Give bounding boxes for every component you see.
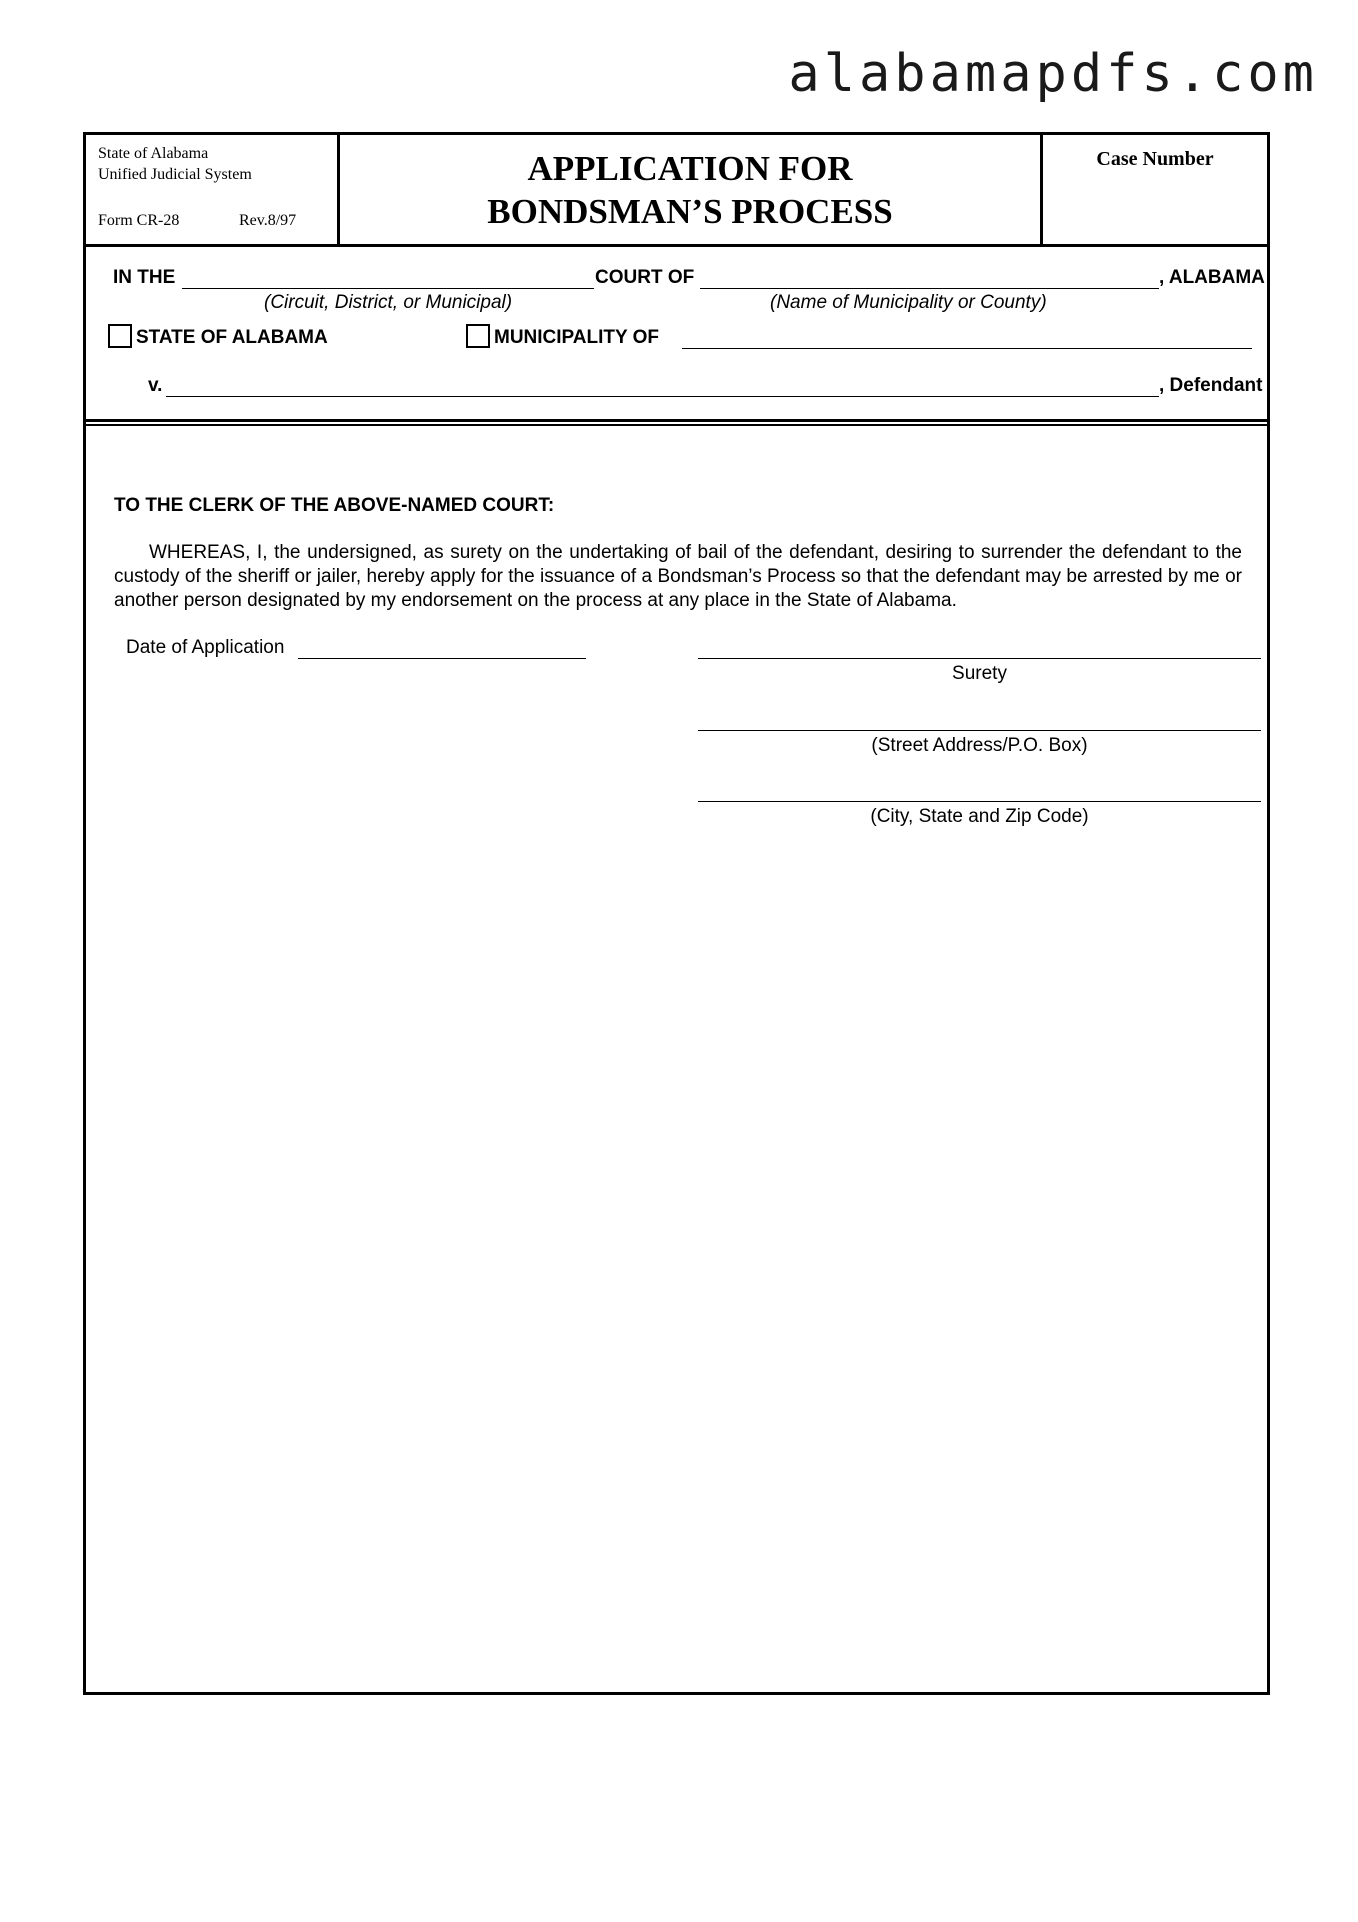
revision: Rev.8/97 [239,212,297,229]
header-left [86,135,340,244]
whereas-paragraph: WHEREAS, I, the undersigned, as surety on the undertaking of bail of the defendant, desiring to surrender the defendant to the custody of the sheriff or jailer, hereby apply for the issuance of a Bondsman’s Process so that the defendant may be arrested by me or another person designated by my endorsement on the process at any place in the State of Alabama. [114,542,1242,611]
city-state-zip-line[interactable] [698,801,1261,802]
state-label: State of Alabama [98,145,209,162]
defendant-label: , Defendant [1159,375,1263,396]
court-type-line[interactable] [182,288,594,289]
form-header [86,135,1267,247]
in-the-label: IN THE [113,267,176,288]
municipality-checkbox[interactable] [466,324,490,348]
system-label: Unified Judicial System [98,166,252,183]
alabama-label: , ALABAMA [1159,267,1265,288]
state-of-alabama-checkbox[interactable] [108,324,132,348]
form-title [340,135,1040,244]
date-of-application-label: Date of Application [126,637,285,658]
street-address-line[interactable] [698,730,1261,731]
form-number: Form CR-28 [98,212,180,229]
state-of-alabama-label: STATE OF ALABAMA [136,327,328,348]
case-caption [86,244,1267,422]
case-number-label: Case Number [1096,148,1214,170]
surety-signature-line[interactable] [698,658,1261,659]
street-address-label: (Street Address/P.O. Box) [871,735,1088,756]
form [83,132,1270,1695]
county-line[interactable] [700,288,1159,289]
court-type-hint: (Circuit, District, or Municipal) [264,292,513,313]
title-line-1: APPLICATION FOR [527,149,853,188]
court-of-label: COURT OF [595,267,695,288]
surety-label: Surety [952,663,1007,684]
municipality-of-label: MUNICIPALITY OF [494,327,660,348]
versus-label: v. [148,375,163,396]
city-state-zip-label: (City, State and Zip Code) [870,806,1089,827]
defendant-line[interactable] [166,396,1159,397]
caption-double-rule [86,424,1267,426]
watermark: alabamapdfs.com [788,44,1318,104]
title-line-2: BONDSMAN’S PROCESS [487,192,893,231]
to-clerk-heading: TO THE CLERK OF THE ABOVE-NAMED COURT: [114,495,555,516]
county-hint: (Name of Municipality or County) [770,292,1047,313]
municipality-line[interactable] [682,348,1252,349]
case-number-box[interactable] [1040,135,1267,244]
date-of-application-line[interactable] [298,658,586,659]
